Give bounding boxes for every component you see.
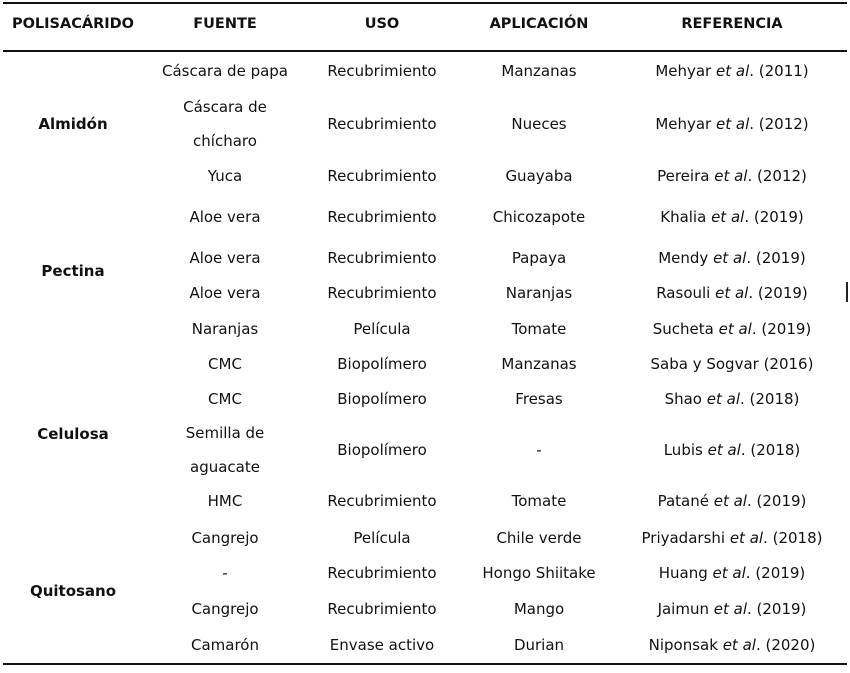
cell-uso: Recubrimiento — [327, 249, 437, 267]
cell-ref — [614, 433, 850, 467]
cell-uso: Recubrimiento — [327, 600, 437, 618]
group-pectina: Pectina — [41, 262, 105, 280]
group-quitosano: Quitosano — [29, 582, 117, 600]
ref-etal: et al — [722, 636, 756, 654]
cell-ref — [614, 382, 850, 416]
ref-etal: et al — [715, 284, 749, 302]
ref-etal: et al — [707, 441, 741, 459]
cell-uso: Película — [353, 529, 411, 547]
ref-etal: et al — [712, 564, 746, 582]
ref-etal: et al — [716, 115, 750, 133]
cell-fuente: Cangrejo — [191, 600, 259, 618]
cell-fuente: Camarón — [191, 636, 259, 654]
ref-year: . (2019) — [748, 284, 808, 302]
cell-fuente: Aloe vera — [189, 249, 261, 267]
ref-etal: et al — [713, 600, 747, 618]
ref-author: Patané — [657, 492, 714, 510]
cell-aplicacion: Hongo Shiitake — [482, 564, 596, 582]
cell-fuente: HMC — [207, 492, 243, 510]
ref-year: . (2018) — [740, 441, 801, 459]
header-polisacarido: POLISACÁRIDO — [11, 16, 135, 32]
ref-etal: et al — [718, 320, 752, 338]
cell-aplicacion: Tomate — [511, 492, 567, 510]
ref-etal: et al — [714, 167, 748, 185]
cell-aplicacion: Chile verde — [496, 529, 582, 547]
cell-aplicacion: Guayaba — [505, 167, 573, 185]
ref-year: . (2019) — [751, 320, 812, 338]
cell-uso: Recubrimiento — [327, 62, 437, 80]
cell-fuente: Cáscara de — [183, 98, 267, 116]
ref-author: Rasouli — [656, 284, 716, 302]
cell-uso: Biopolímero — [337, 441, 427, 459]
ref-year: . (2019) — [745, 564, 806, 582]
cell-fuente: Aloe vera — [189, 284, 261, 302]
cell-fuente: Cáscara de papa — [162, 62, 288, 80]
cell-uso: Recubrimiento — [327, 167, 437, 185]
ref-etal: et al — [729, 529, 764, 547]
cell-ref: Saba y Sogvar (2016) — [650, 355, 814, 373]
ref-author: Sucheta — [652, 320, 719, 338]
table-header-rule — [3, 50, 847, 52]
ref-author: Mehyar — [655, 62, 716, 80]
cell-ref — [614, 312, 850, 346]
ref-year: . (2018) — [763, 529, 823, 547]
cell-aplicacion: Nueces — [511, 115, 567, 133]
cell-ref — [614, 484, 850, 518]
ref-year: . (2012) — [749, 115, 809, 133]
table-top-rule — [3, 2, 847, 4]
cell-fuente: Yuca — [207, 167, 243, 185]
cell-ref — [614, 107, 850, 141]
cell-aplicacion: Durian — [513, 636, 565, 654]
cell-aplicacion: Papaya — [511, 249, 567, 267]
ref-author: Niponsak — [648, 636, 723, 654]
ref-year: . (2018) — [740, 390, 800, 408]
ref-year: . (2019) — [746, 492, 807, 510]
ref-etal: et al — [716, 62, 750, 80]
ref-author: Pereira — [657, 167, 715, 185]
stray-mark — [846, 282, 848, 302]
cell-ref — [614, 241, 850, 275]
table-bottom-rule — [3, 663, 847, 665]
ref-year: . (2019) — [746, 249, 806, 267]
cell-ref — [614, 628, 850, 662]
cell-uso: Recubrimiento — [327, 564, 437, 582]
ref-author: Mendy — [658, 249, 714, 267]
ref-etal: et al — [713, 249, 747, 267]
cell-fuente: Cangrejo — [191, 529, 259, 547]
cell-uso: Recubrimiento — [327, 284, 437, 302]
header-fuente: FUENTE — [193, 16, 257, 32]
ref-year: . (2019) — [747, 600, 807, 618]
cell-uso: Envase activo — [329, 636, 435, 654]
cell-aplicacion: Naranjas — [505, 284, 573, 302]
cell-fuente-line2: chícharo — [193, 132, 257, 150]
cell-aplicacion: Chicozapote — [492, 208, 586, 226]
cell-ref — [614, 200, 850, 234]
cell-uso: Recubrimiento — [327, 115, 437, 133]
cell-ref — [614, 276, 850, 310]
cell-uso: Recubrimiento — [327, 208, 437, 226]
cell-aplicacion: - — [536, 441, 542, 459]
group-almidon: Almidón — [38, 115, 108, 133]
ref-author: Jaimun — [657, 600, 714, 618]
cell-aplicacion: Fresas — [515, 390, 563, 408]
cell-uso: Recubrimiento — [327, 492, 437, 510]
ref-year: . (2020) — [755, 636, 816, 654]
ref-author: Huang — [658, 564, 713, 582]
ref-author: Shao — [664, 390, 707, 408]
cell-ref — [614, 159, 850, 193]
ref-etal: et al — [713, 492, 747, 510]
cell-aplicacion: Mango — [513, 600, 565, 618]
cell-fuente: CMC — [208, 390, 242, 408]
cell-fuente: Naranjas — [191, 320, 259, 338]
cell-ref — [614, 521, 850, 555]
cell-fuente: Semilla de — [185, 424, 265, 442]
cell-uso: Biopolímero — [337, 390, 427, 408]
cell-fuente: CMC — [208, 355, 242, 373]
ref-year: . (2019) — [744, 208, 804, 226]
cell-ref — [614, 54, 850, 88]
group-celulosa: Celulosa — [37, 425, 109, 443]
ref-etal: et al — [711, 208, 745, 226]
cell-aplicacion: Manzanas — [501, 62, 577, 80]
ref-author: Lubis — [663, 441, 708, 459]
header-uso: USO — [364, 16, 400, 32]
cell-aplicacion: Tomate — [511, 320, 567, 338]
header-aplicacion: APLICACIÓN — [489, 16, 589, 32]
cell-fuente: Aloe vera — [189, 208, 261, 226]
ref-year: . (2011) — [749, 62, 809, 80]
cell-fuente: - — [222, 564, 228, 582]
cell-uso: Película — [353, 320, 411, 338]
cell-aplicacion: Manzanas — [501, 355, 577, 373]
ref-etal: et al — [706, 390, 740, 408]
cell-fuente-line2: aguacate — [190, 458, 260, 476]
cell-ref — [614, 556, 850, 590]
header-referencia: REFERENCIA — [681, 16, 783, 32]
cell-uso: Biopolímero — [337, 355, 427, 373]
ref-year: . (2012) — [747, 167, 807, 185]
ref-author: Khalia — [660, 208, 712, 226]
ref-author: Priyadarshi — [641, 529, 730, 547]
cell-ref — [614, 592, 850, 626]
ref-author: Mehyar — [655, 115, 716, 133]
